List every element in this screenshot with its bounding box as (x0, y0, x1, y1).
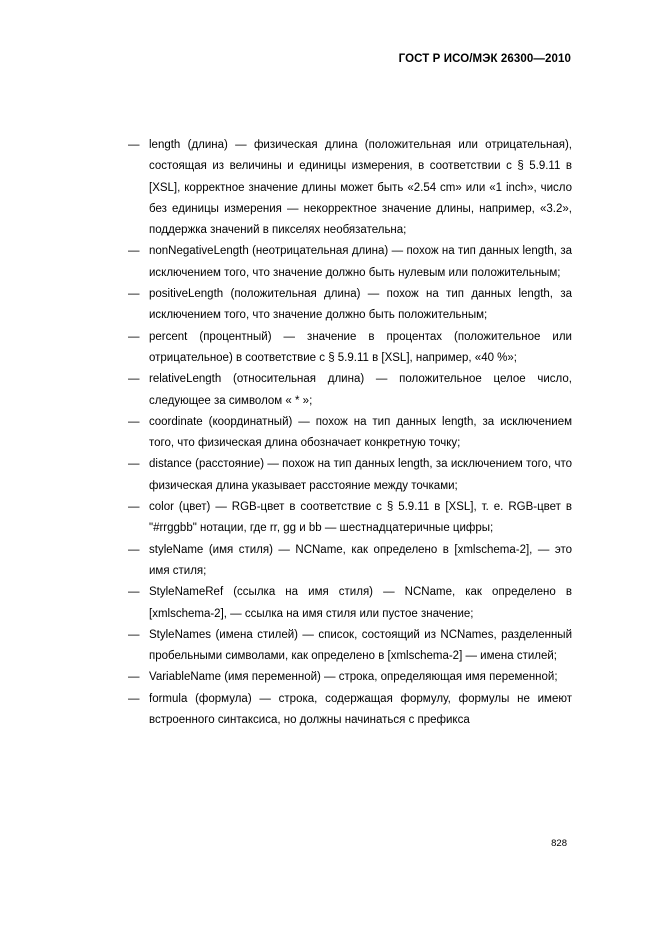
list-item-text: StyleNames (имена стилей) — список, состоящий из NCNames, разделенный пробельными символами, как определено в [xmlschema-2] — имена стилей; (149, 628, 572, 663)
definition-list (128, 135, 572, 731)
page-number: 828 (551, 838, 567, 849)
list-item-coordinate (128, 412, 572, 455)
bullet-dash: — (128, 415, 140, 428)
bullet-dash: — (128, 245, 140, 258)
list-item-percent (128, 327, 572, 370)
list-item-nonnegativelength (128, 241, 572, 284)
bullet-dash: — (128, 671, 140, 684)
list-item-text: relativeLength (относительная длина) — положительное целое число, следующее за символом « * »; (149, 373, 572, 407)
bullet-dash: — (128, 288, 140, 301)
list-item-color (128, 497, 572, 540)
list-item-text: color (цвет) — RGB-цвет в соответствие с § 5.9.11 в [XSL], т. е. RGB-цвет в "#rrggbb" нотации, где rr, gg и bb — шестнадцатеричные цифры; (149, 501, 572, 535)
list-item-text: length (длина) — физическая длина (положительная или отрицательная), состоящая из величины и единицы измерения, в соответствии с § 5.9.11 в [XSL], корректное значение длины может быть «2.54 cm» или «1 inch», число без единицы измерения — некорректное значение длины, например, «3.2», поддержка значений в пикселях необязательна; (149, 139, 572, 237)
list-item-relativelength (128, 369, 572, 412)
bullet-dash: — (128, 543, 140, 556)
bullet-dash: — (128, 586, 140, 599)
bullet-dash: — (128, 458, 140, 471)
list-item-text: formula (формула) — строка, содержащая формулу, формулы не имеют встроенного синтаксиса, но должны начинаться с префикса (149, 692, 572, 727)
list-item-text: VariableName (имя переменной) — строка, определяющая имя переменной; (149, 671, 558, 684)
list-item-positivelength (128, 284, 572, 327)
list-item-stylename (128, 540, 572, 583)
list-item-distance (128, 454, 572, 497)
list-item-text: distance (расстояние) — похож на тип данных length, за исключением того, что физическая длина указывает расстояние между точками; (149, 458, 572, 492)
list-item-text: styleName (имя стиля) — NCName, как определено в [xmlschema-2], — это имя стиля; (149, 543, 572, 577)
list-item-stylenames (128, 625, 572, 668)
list-item-text: positiveLength (положительная длина) — похож на тип данных length, за исключением того, что значение должно быть положительным; (149, 288, 572, 322)
list-item-text: coordinate (координатный) — похож на тип данных length, за исключением того, что физическая длина обозначает конкретную точку; (149, 415, 572, 450)
list-item-text: percent (процентный) — значение в процентах (положительное или отрицательное) в соответствие с § 5.9.11 в [XSL], например, «40 %»; (149, 330, 572, 364)
list-item-formula (128, 689, 572, 732)
bullet-dash: — (128, 692, 140, 705)
bullet-dash: — (128, 139, 140, 151)
list-item-text: StyleNameRef (ссылка на имя стиля) — NCName, как определено в [xmlschema-2], — ссылка на имя стиля или пустое значение; (149, 586, 572, 620)
bullet-dash: — (128, 628, 140, 641)
list-item-stylenameref (128, 582, 572, 625)
bullet-dash: — (128, 330, 140, 343)
bullet-dash: — (128, 501, 140, 514)
document-header: ГОСТ Р ИСО/МЭК 26300—2010 (398, 53, 571, 65)
list-item-text: nonNegativeLength (неотрицательная длина) — похож на тип данных length, за исключением того, что значение должно быть нулевым или положительным; (149, 245, 572, 279)
list-item-variablename (128, 667, 572, 688)
list-item-length (128, 135, 572, 241)
bullet-dash: — (128, 373, 140, 386)
